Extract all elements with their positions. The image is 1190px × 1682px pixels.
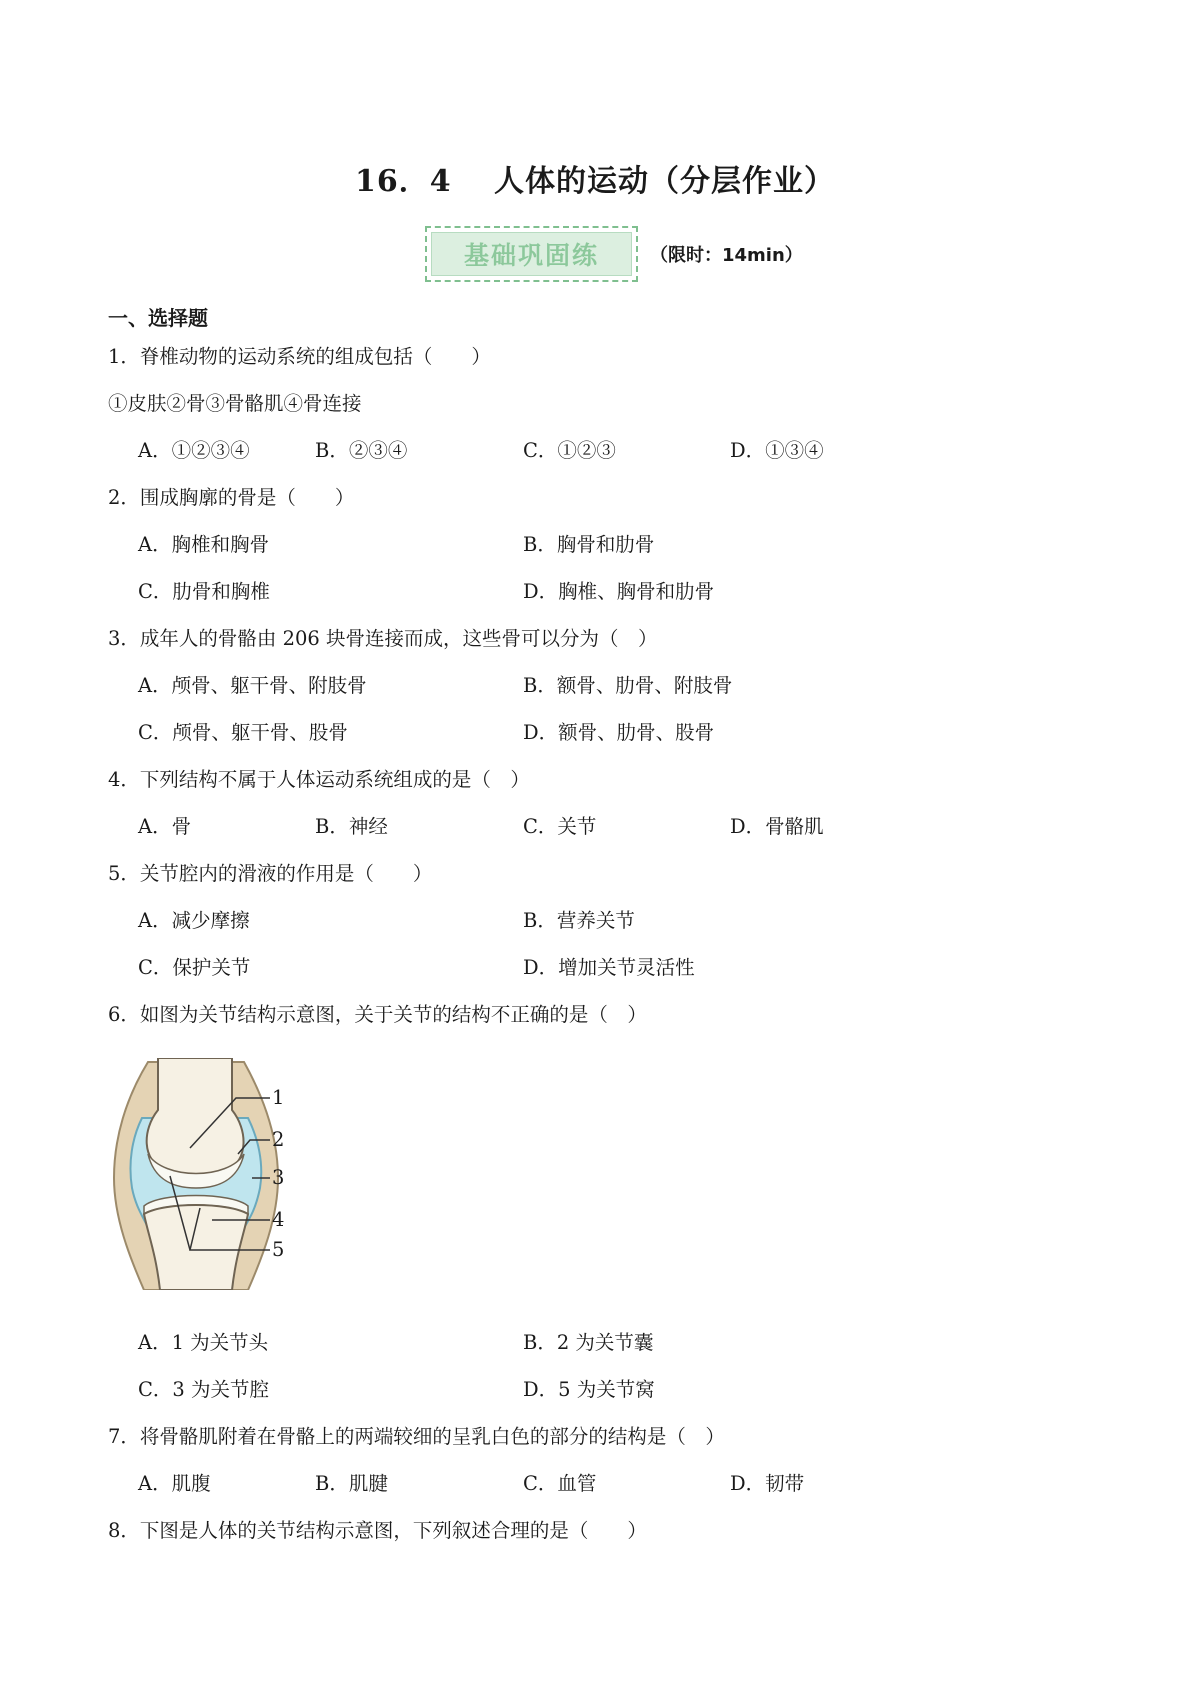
question-6-option-d[interactable]: D．5 为关节窝 — [523, 1378, 655, 1401]
question-3-option-c[interactable]: C．颅骨、躯干骨、股骨 — [138, 721, 348, 744]
question-7-stem: 7．将骨骼肌附着在骨骼上的两端较细的呈乳白色的部分的结构是（ ） — [108, 1425, 725, 1448]
question-5-option-d[interactable]: D．增加关节灵活性 — [523, 956, 695, 979]
time-limit: （限时：14min） — [650, 245, 803, 266]
question-5-stem: 5．关节腔内的滑液的作用是（ ） — [108, 862, 433, 885]
question-3-option-d[interactable]: D．额骨、肋骨、股骨 — [523, 721, 715, 744]
question-3-option-b[interactable]: B．额骨、肋骨、附肢骨 — [523, 674, 733, 697]
question-7-option-a[interactable]: A．肌腹 — [138, 1472, 211, 1495]
section-heading: 一、选择题 — [108, 306, 208, 330]
section-badge-inner — [431, 232, 632, 276]
question-1-option-c[interactable]: C．①②③ — [523, 439, 616, 462]
section-badge — [425, 226, 638, 282]
question-1-items: ①皮肤②骨③骨骼肌④骨连接 — [108, 392, 362, 415]
question-8-stem: 8．下图是人体的关节结构示意图，下列叙述合理的是（ ） — [108, 1519, 647, 1542]
question-1-option-a[interactable]: A．①②③④ — [138, 439, 250, 462]
joint-diagram-svg — [108, 1058, 318, 1290]
diagram-label-5: 5 — [272, 1238, 285, 1261]
question-5-option-b[interactable]: B．营养关节 — [523, 909, 635, 932]
question-7-option-c[interactable]: C．血管 — [523, 1472, 597, 1495]
diagram-label-3: 3 — [272, 1166, 285, 1189]
question-6-stem: 6．如图为关节结构示意图，关于关节的结构不正确的是（ ） — [108, 1003, 647, 1026]
question-4-option-c[interactable]: C．关节 — [523, 815, 597, 838]
question-6-option-b[interactable]: B．2 为关节囊 — [523, 1331, 654, 1354]
question-1-option-b[interactable]: B．②③④ — [315, 439, 408, 462]
question-3-stem: 3．成年人的骨骼由 206 块骨连接而成，这些骨可以分为（ ） — [108, 627, 658, 650]
question-6-option-c[interactable]: C．3 为关节腔 — [138, 1378, 270, 1401]
question-5-option-c[interactable]: C．保护关节 — [138, 956, 251, 979]
question-2-option-b[interactable]: B．胸骨和肋骨 — [523, 533, 655, 556]
question-7-option-b[interactable]: B．肌腱 — [315, 1472, 388, 1495]
question-1-stem: 1．脊椎动物的运动系统的组成包括（ ） — [108, 345, 491, 368]
question-4-option-d[interactable]: D．骨骼肌 — [730, 815, 824, 838]
question-2-stem: 2．围成胸廓的骨是（ ） — [108, 486, 355, 509]
page-title: 16．4 人体的运动（分层作业） — [354, 164, 836, 199]
question-4-option-a[interactable]: A．骨 — [138, 815, 192, 838]
diagram-label-1: 1 — [272, 1086, 285, 1109]
diagram-label-2: 2 — [272, 1128, 285, 1151]
badge-label: 基础巩固练 — [463, 241, 599, 270]
question-1-option-d[interactable]: D．①③④ — [730, 439, 824, 462]
question-2-option-c[interactable]: C．肋骨和胸椎 — [138, 580, 270, 603]
joint-diagram — [108, 1058, 318, 1290]
question-2-option-a[interactable]: A．胸椎和胸骨 — [138, 533, 270, 556]
question-4-option-b[interactable]: B．神经 — [315, 815, 388, 838]
question-6-option-a[interactable]: A．1 为关节头 — [138, 1331, 269, 1354]
diagram-label-4: 4 — [272, 1208, 285, 1231]
question-2-option-d[interactable]: D．胸椎、胸骨和肋骨 — [523, 580, 715, 603]
question-3-option-a[interactable]: A．颅骨、躯干骨、附肢骨 — [138, 674, 367, 697]
question-7-option-d[interactable]: D．韧带 — [730, 1472, 805, 1495]
question-4-stem: 4．下列结构不属于人体运动系统组成的是（ ） — [108, 768, 530, 791]
question-5-option-a[interactable]: A．减少摩擦 — [138, 909, 250, 932]
